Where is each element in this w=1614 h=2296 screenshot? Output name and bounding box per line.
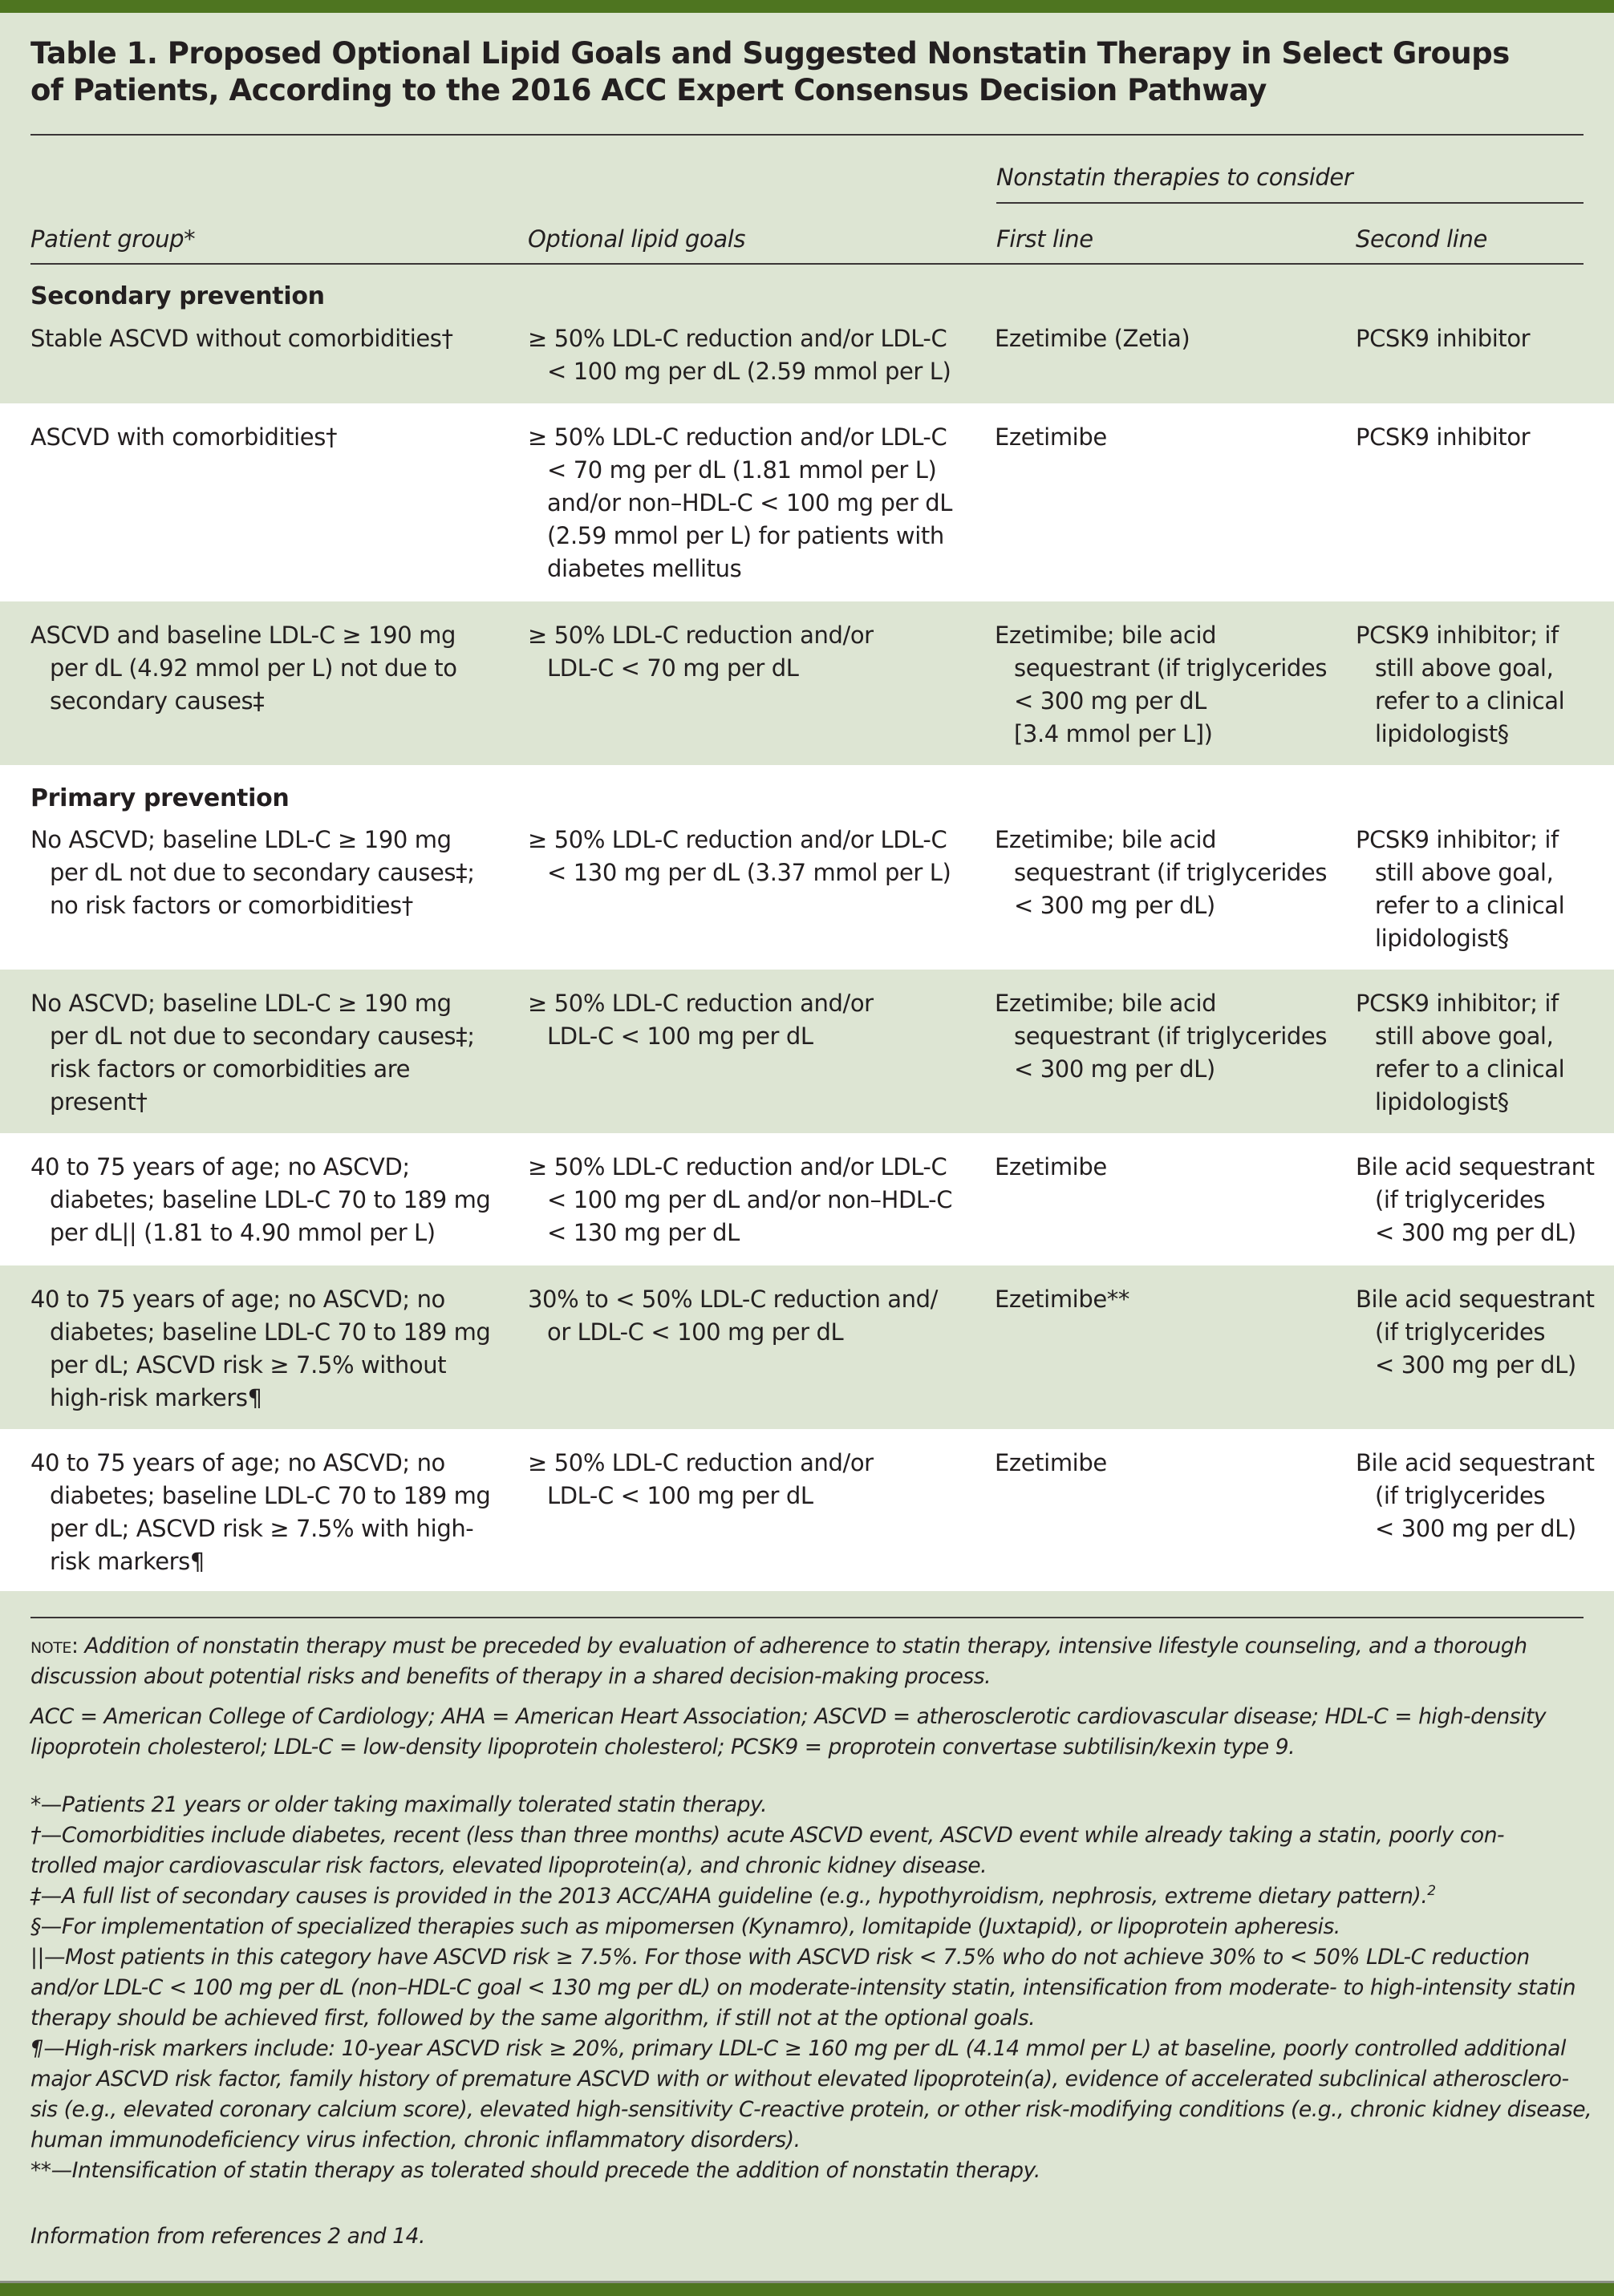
footnote-abbreviations: ACC = American College of Cardiology; AHA = American Heart Association; ASCVD = atherosclerotic cardiovascular disease; HDL-C = high-density lipoprotein cholesterol; LDL-C = low-density lipoprotein cholesterol; PCSK9 = proprotein convertase subtilisin/kexin type 9. xyxy=(30,1704,1547,1759)
cell-first-line: Ezetimibe** xyxy=(995,1286,1129,1313)
cell-patient-group: 40 to 75 years of age; no ASCVD; diabetes; baseline LDL-C 70 to 189 mg per dL|| (1.81 to 4.90 mmol per L) xyxy=(30,1153,491,1246)
section-secondary-prevention: Secondary prevention xyxy=(30,282,325,310)
header-span-nonstatin: Nonstatin therapies to consider xyxy=(996,164,1353,191)
cell-first-line: Ezetimibe; bile acid sequestrant (if triglycerides < 300 mg per dL [3.4 mmol per L]) xyxy=(995,622,1328,747)
cell-lipid-goals: ≥ 50% LDL-C reduction and/or LDL-C < 100 mg per dL xyxy=(528,1449,874,1509)
cell-second-line: Bile acid sequestrant (if triglycerides < 300 mg per dL) xyxy=(1356,1449,1595,1542)
cell-first-line: Ezetimibe xyxy=(995,1153,1107,1180)
cell-lipid-goals: ≥ 50% LDL-C reduction and/or LDL-C < 100 mg per dL (2.59 mmol per L) xyxy=(528,325,951,385)
cell-patient-group: 40 to 75 years of age; no ASCVD; no diabetes; baseline LDL-C 70 to 189 mg per dL; ASCVD risk ≥ 7.5% without high-risk markers¶ xyxy=(30,1286,491,1411)
cell-patient-group: ASCVD with comorbidities† xyxy=(30,423,338,451)
footnote-note: note: Addition of nonstatin therapy must be preceded by evaluation of adherence to statin therapy, intensive lifestyle counseling, and a thorough discussion about potential risks and benefits of therapy in a shared decision-making process. xyxy=(30,1634,1527,1689)
cell-patient-group: 40 to 75 years of age; no ASCVD; no diabetes; baseline LDL-C 70 to 189 mg per dL; ASCVD risk ≥ 7.5% with high- risk markers¶ xyxy=(30,1449,491,1575)
header-rule xyxy=(30,263,1584,265)
reference-superscript: 2 xyxy=(1427,1883,1436,1900)
column-header-lipid-goals: Optional lipid goals xyxy=(528,225,746,253)
footnote-pilcrow: ¶—High-risk markers include: 10-year ASCVD risk ≥ 20%, primary LDL-C ≥ 160 mg per dL (4.14 mmol per L) at baseline, poorly controlled additional xyxy=(30,2036,1566,2061)
cell-first-line: Ezetimibe; bile acid sequestrant (if triglycerides < 300 mg per dL) xyxy=(995,990,1328,1083)
column-header-patient-group: Patient group* xyxy=(30,225,196,253)
cell-patient-group: ASCVD and baseline LDL-C ≥ 190 mg per dL (4.92 mmol per L) not due to secondary causes‡ xyxy=(30,622,457,715)
cell-second-line: PCSK9 inhibitor; if still above goal, refer to a clinical lipidologist§ xyxy=(1356,990,1565,1116)
table-title xyxy=(30,35,1555,109)
cell-second-line: PCSK9 inhibitor; if still above goal, refer to a clinical lipidologist§ xyxy=(1356,622,1565,747)
cell-lipid-goals: ≥ 50% LDL-C reduction and/or LDL-C < 100 mg per dL and/or non–HDL-C < 130 mg per dL xyxy=(528,1153,953,1246)
cell-lipid-goals: ≥ 50% LDL-C reduction and/or LDL-C < 130 mg per dL (3.37 mmol per L) xyxy=(528,826,951,886)
cell-lipid-goals: ≥ 50% LDL-C reduction and/or LDL-C < 70 mg per dL (1.81 mmol per L) and/or non–HDL-C < 100 mg per dL (2.59 mmol per L) for patients with diabetes mellitus xyxy=(528,423,953,582)
top-accent-bar xyxy=(0,0,1614,13)
cell-patient-group: Stable ASCVD without comorbidities† xyxy=(30,325,453,352)
footnote-parallel: ||—Most patients in this category have ASCVD risk ≥ 7.5%. For those with ASCVD risk < 7.5% who do not achieve 30% to < 50% LDL-C reduction xyxy=(30,1945,1530,1970)
footnote-double-star: **—Intensification of statin therapy as tolerated should precede the addition of nonstatin therapy. xyxy=(30,2158,1040,2183)
column-header-first-line: First line xyxy=(996,225,1093,253)
title-rule xyxy=(30,134,1584,136)
title-line: of Patients, According to the 2016 ACC Expert Consensus Decision Pathway xyxy=(30,73,1267,107)
footnote-double-dagger: ‡—A full list of secondary causes is provided in the 2013 ACC/AHA guideline (e.g., hypothyroidism, nephrosis, extreme dietary pattern).$^2$ xyxy=(30,1883,1436,1909)
header-span-rule xyxy=(996,202,1584,204)
footnote-source: Information from references 2 and 14. xyxy=(30,2224,425,2249)
cell-lipid-goals: ≥ 50% LDL-C reduction and/or LDL-C < 100 mg per dL xyxy=(528,990,874,1050)
cell-second-line: PCSK9 inhibitor xyxy=(1356,325,1531,352)
cell-lipid-goals: ≥ 50% LDL-C reduction and/or LDL-C < 70 mg per dL xyxy=(528,622,874,682)
section-primary-prevention: Primary prevention xyxy=(30,784,290,812)
note-label: note: xyxy=(30,1634,79,1658)
cell-first-line: Ezetimibe (Zetia) xyxy=(995,325,1190,352)
cell-first-line: Ezetimibe xyxy=(995,1449,1107,1476)
cell-first-line: Ezetimibe xyxy=(995,423,1107,451)
footnote-dagger: †—Comorbidities include diabetes, recent (less than three months) acute ASCVD event, ASCVD event while already taking a statin, poorly con- xyxy=(30,1823,1505,1848)
footnote-rule xyxy=(30,1617,1584,1618)
cell-second-line: PCSK9 inhibitor xyxy=(1356,423,1531,451)
cell-lipid-goals: 30% to < 50% LDL-C reduction and/ or LDL-C < 100 mg per dL xyxy=(528,1286,939,1346)
column-header-second-line: Second line xyxy=(1356,225,1487,253)
cell-second-line: PCSK9 inhibitor; if still above goal, refer to a clinical lipidologist§ xyxy=(1356,826,1565,952)
footnote-list: *—Patients 21 years or older taking maximally tolerated statin therapy. †—Comorbidities include diabetes, recent (less than three months) acute ASCVD event, ASCVD event while already taking a statin, poorly con- trolled major cardiovascular risk factors, elevated lipoprotein(a), and chronic kidney disease. ‡—A full list of secondary causes is provided in the 2013 ACC/AHA guideline (e.g., hypothyroidism, nephrosis, extreme dietary pattern).$^2$ §—For implementation of specialized therapies such as mipomersen (Kynamro), lomitapide (Juxtapid), or lipoprotein apheresis. ||—Most patients in this category have ASCVD risk ≥ 7.5%. For those with ASCVD risk < 7.5% who do not achieve 30% to < 50% LDL-C reduction and/or LDL-C < 100 mg per dL (non–HDL-C goal < 130 mg per dL) on moderate-intensity statin, intensification from moderate- to high-intensity statin therapy should be achieved first, followed by the same algorithm, if still not at the optional goals. ¶—High-risk markers include: 10-year ASCVD risk ≥ 20%, primary LDL-C ≥ 160 mg per dL (4.14 mmol per L) at baseline, poorly controlled additional major ASCVD risk factor, family history of premature ASCVD with or without elevated lipoprotein(a), evidence of accelerated subclinical atherosclero- sis (e.g., elevated coronary calcium score), elevated high-sensitivity C-reactive protein, or other risk-modifying conditions (e.g., chronic kidney disease, human immunodeficiency virus infection, chronic inflammatory disorders). **—Intensification of statin therapy as tolerated should precede the addition of nonstatin therapy. xyxy=(30,1790,1584,2186)
footnote-star: *—Patients 21 years or older taking maximally tolerated statin therapy. xyxy=(30,1792,768,1817)
bottom-accent-bar xyxy=(0,2283,1614,2296)
cell-patient-group: No ASCVD; baseline LDL-C ≥ 190 mg per dL not due to secondary causes‡; risk factors or comorbidities are present† xyxy=(30,990,475,1116)
cell-second-line: Bile acid sequestrant (if triglycerides < 300 mg per dL) xyxy=(1356,1153,1595,1246)
cell-first-line: Ezetimibe; bile acid sequestrant (if triglycerides < 300 mg per dL) xyxy=(995,826,1328,919)
footnote-section: §—For implementation of specialized therapies such as mipomersen (Kynamro), lomitapide (Juxtapid), or lipoprotein apheresis. xyxy=(30,1914,1340,1939)
cell-second-line: Bile acid sequestrant (if triglycerides < 300 mg per dL) xyxy=(1356,1286,1595,1379)
title-line: Table 1. Proposed Optional Lipid Goals and Suggested Nonstatin Therapy in Select Groups xyxy=(30,36,1510,71)
cell-patient-group: No ASCVD; baseline LDL-C ≥ 190 mg per dL not due to secondary causes‡; no risk factors or comorbidities† xyxy=(30,826,475,919)
